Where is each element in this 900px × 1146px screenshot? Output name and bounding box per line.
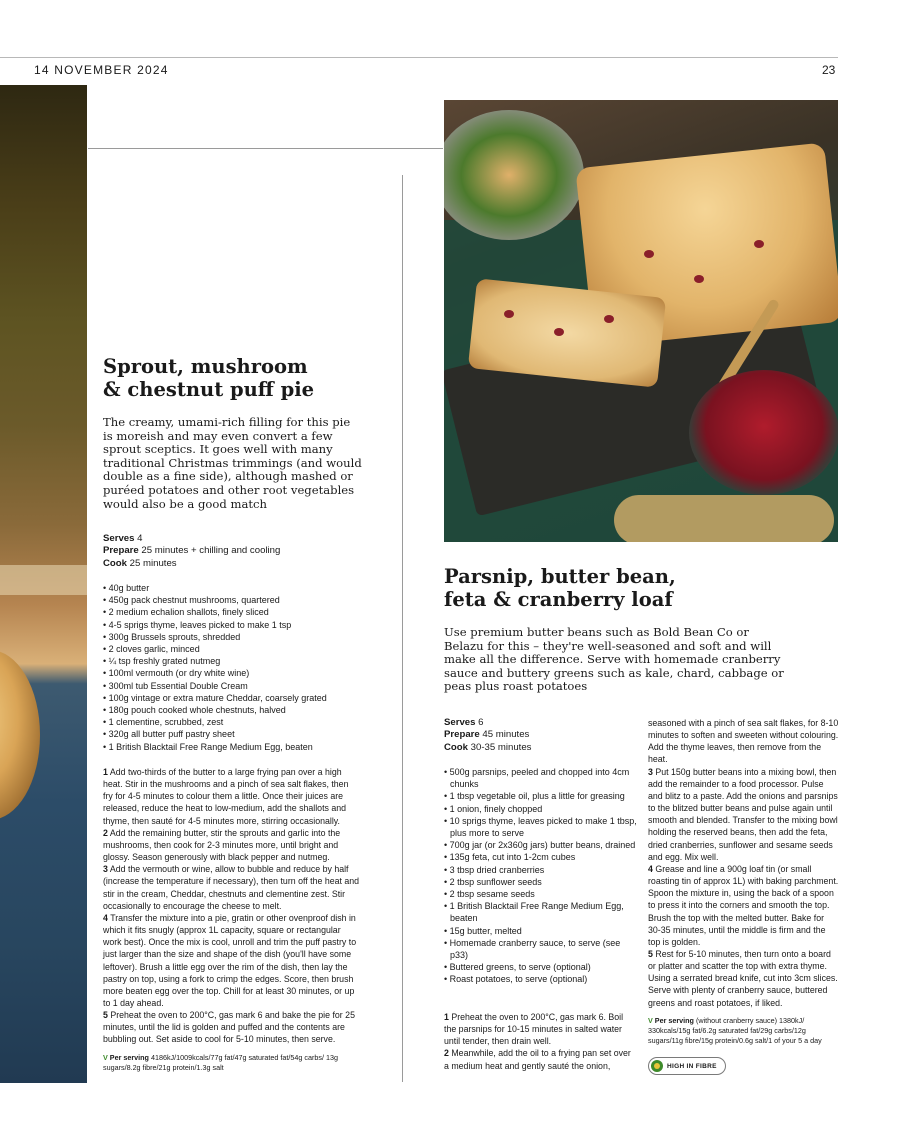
ingredient-item: • 3 tbsp dried cranberries [444, 864, 639, 876]
step-text: Put 150g butter beans into a mixing bowl, then add the remainder to a food processor. Pulse and blitz to a paste. Add the onions and parsnips to the blitzed butter beans and pulse again until smooth and blended. Transfer to the mixing bowl holding the reserved beans, then add the feta, dried cranberries, sunflower and sesame seeds and egg. Mix well. [648, 766, 838, 862]
ingredient-item: • 1 British Blacktail Free Range Medium Egg, beaten [103, 741, 363, 753]
step-number: 3 [648, 766, 653, 777]
ingredient-item: • 40g butter [103, 582, 363, 594]
ingredient-item: • 500g parsnips, peeled and chopped into 4cm chunks [444, 766, 639, 790]
ingredient-item: • 180g pouch cooked whole chestnuts, halved [103, 704, 363, 716]
ingredient-item: • 700g jar (or 2x360g jars) butter beans, drained [444, 839, 639, 851]
ingredient-item: • 300ml tub Essential Double Cream [103, 680, 363, 692]
step-number: 2 [103, 827, 108, 838]
ingredient-item: • 1 onion, finely chopped [444, 803, 639, 815]
method-step [103, 912, 360, 1009]
step-text: Meanwhile, add the oil to a frying pan set over a medium heat and gently sauté the onion, [444, 1048, 631, 1071]
step-text: Rest for 5-10 minutes, then turn onto a board or platter and scatter the top with extra thyme. Using a serrated bread knife, cut into 3cm slices. Serve with plenty of cranberry sauce, buttered greens and roast potatoes, if liked. [648, 948, 838, 1008]
step-text: Add the vermouth or wine, allow to bubble and reduce by half (increase the temperature if necessary), then turn off the heat and stir in the cream, Cheddar, chestnuts and clementine zest. Stir occasionally to encourage the cheese to melt. [103, 864, 360, 911]
header-rule [0, 57, 838, 58]
method-step [648, 948, 839, 1009]
ingredient-item: • 1 British Blacktail Free Range Medium Egg, beaten [444, 900, 639, 924]
ingredient-item: • 300g Brussels sprouts, shredded [103, 631, 363, 643]
step-number: 1 [444, 1012, 449, 1022]
nutrition-info: V Per serving (without cranberry sauce) 1380kJ/ 330kcals/15g fat/6.2g saturated fat/29g carbs/12g sugars/11g fibre/15g protein/0.6g salt/1 of your 5 a day [648, 1016, 822, 1045]
ingredient-item: • 100ml vermouth (or dry white wine) [103, 667, 363, 679]
step-number: 3 [103, 864, 108, 875]
method-step [648, 766, 839, 863]
serves: Serves 6 [444, 717, 484, 728]
recipe-meta [444, 717, 634, 754]
ingredient-item: • Homemade cranberry sauce, to serve (see p33) [444, 937, 639, 961]
recipe-meta [103, 533, 393, 570]
step-number: 4 [103, 912, 108, 923]
step-text: Preheat the oven to 200°C, gas mark 6 and bake the pie for 25 minutes, until the lid is golden and puffed and the contents are bubbling out. Set aside to cool for 5-10 minutes, then serve. [103, 1010, 355, 1045]
nutrition-info: V Per serving 4186kJ/1009kcals/77g fat/47g saturated fat/54g carbs/ 13g sugars/8.2g fibre/21g protein/1.3g salt [103, 1053, 338, 1072]
cook-time: Cook 25 minutes [103, 557, 177, 569]
step-text: Preheat the oven to 200°C, gas mark 6. Boil the parsnips for 10-15 minutes in salted water until tender, then drain well. [444, 1012, 624, 1047]
ingredient-item: • 100g vintage or extra mature Cheddar, coarsely grated [103, 692, 363, 704]
method-steps [103, 766, 360, 1046]
high-in-fibre-badge: HIGH IN FIBRE [648, 1057, 726, 1075]
ingredient-item: • 1 clementine, scrubbed, zest [103, 716, 363, 728]
method-step [103, 1009, 360, 1045]
step-number: 2 [444, 1048, 449, 1059]
method-step [444, 1047, 636, 1071]
ingredient-item: • 1 tbsp vegetable oil, plus a little for greasing [444, 790, 639, 802]
step-text: Add the remaining butter, stir the sprouts and garlic into the mushrooms, then cook for 2-3 minutes more, until bright and glossy. Season generously with black pepper and nutmeg. [103, 827, 341, 863]
step-number: 4 [648, 863, 653, 874]
ingredient-item: • ¼ tsp freshly grated nutmeg [103, 655, 363, 667]
step-text: Grease and line a 900g loaf tin (or small roasting tin of approx 1L) with baking parchment. Spoon the mixture in, using the back of a spoon to press it into the corners and smooth the top. Brush the top with the melted butter. Bake for 30-35 minutes, until the middle is firm and the top is golden. [648, 863, 839, 947]
ingredient-item: • 2 cloves garlic, minced [103, 643, 363, 655]
vegetarian-icon: V [648, 1016, 653, 1025]
prepare-time: Prepare 25 minutes + chilling and cooling [103, 545, 281, 557]
ingredient-item: • 2 medium echalion shallots, finely sliced [103, 606, 363, 618]
divider-horizontal [88, 148, 443, 149]
recipe-intro: Use premium butter beans such as Bold Bean Co or Belazu for this – they're well-seasoned and soft and will make all the difference. Serve with homemade cranberry sauce and buttery greens such as kale, chard, cabbage or peas plus roast potatoes [444, 625, 784, 694]
vegetarian-icon: V [103, 1053, 108, 1062]
step-text: Add two-thirds of the butter to a large frying pan over a high heat. Stir in the mushrooms and a pinch of sea salt flakes, then fry for 4-5 minutes to colour them a little. Once their juices are released, reduce the heat to low-medium, add the shallots and thyme, then sauté for 4-5 minutes more, stirring occasionally. [103, 767, 349, 826]
step-continued: seasoned with a pinch of sea salt flakes, for 8-10 minutes to soften and sweeten without colouring. Add the thyme leaves, then remove from the heat. [648, 718, 839, 765]
ingredient-item: • 135g feta, cut into 1-2cm cubes [444, 851, 639, 863]
ingredient-item: • 4-5 sprigs thyme, leaves picked to make 1 tsp [103, 619, 363, 631]
ingredient-item: • 2 tbsp sesame seeds [444, 888, 639, 900]
method-step [648, 863, 839, 948]
ingredient-item: • Roast potatoes, to serve (optional) [444, 973, 639, 985]
ingredient-item: • 320g all butter puff pastry sheet [103, 728, 363, 740]
step-number: 1 [103, 767, 108, 777]
loaf-photo [444, 100, 838, 542]
method-step [103, 766, 360, 827]
ingredient-item: • Buttered greens, to serve (optional) [444, 961, 639, 973]
cook-time: Cook 30-35 minutes [444, 741, 532, 753]
fibre-leaf-icon [651, 1060, 663, 1072]
method-steps [444, 1011, 636, 1072]
prepare-time: Prepare 45 minutes [444, 729, 530, 741]
method-step [103, 827, 360, 863]
divider-vertical [402, 175, 403, 1082]
issue-date: 14 NOVEMBER 2024 [34, 63, 169, 77]
step-text: Transfer the mixture into a pie, gratin or other ovenproof dish in which it fits snugly (approx 1L capacity, square or rectangular work best). Once the mix is cool, unroll and trim the puff pastry to just larger than the size and shape of the dish (you'll have some leftover). Brush a little egg over the rim of the dish, then lay the pastry on top, using a fork to crimp the edges. Score, then brush more beaten egg over the top. Chill for at least 30 minutes, or up to 1 day ahead. [103, 912, 357, 1008]
method-step [103, 863, 360, 912]
step-number: 5 [648, 948, 653, 959]
recipe-intro: The creamy, umami-rich filling for this pie is moreish and may even convert a few sprout sceptics. It goes well with many traditional Christmas trimmings (and would double as a fine side), although mashed or puréed potatoes and other root vegetables would also be a good match [103, 415, 362, 511]
ingredient-item: • 15g butter, melted [444, 925, 639, 937]
serves: Serves 4 [103, 533, 143, 544]
method-step [444, 1011, 636, 1047]
ingredient-item: • 450g pack chestnut mushrooms, quartered [103, 594, 363, 606]
ingredients-list [444, 766, 639, 986]
recipe-title: Parsnip, butter bean, feta & cranberry loaf [444, 565, 676, 611]
page-number: 23 [822, 63, 836, 77]
method-steps-continued [648, 717, 839, 1009]
ingredients-list [103, 582, 363, 753]
ingredient-item: • 2 tbsp sunflower seeds [444, 876, 639, 888]
ingredient-item: • 10 sprigs thyme, leaves picked to make 1 tbsp, plus more to serve [444, 815, 639, 839]
step-number: 5 [103, 1010, 108, 1021]
pie-photo [0, 85, 87, 1083]
recipe-title: Sprout, mushroom & chestnut puff pie [103, 355, 315, 401]
